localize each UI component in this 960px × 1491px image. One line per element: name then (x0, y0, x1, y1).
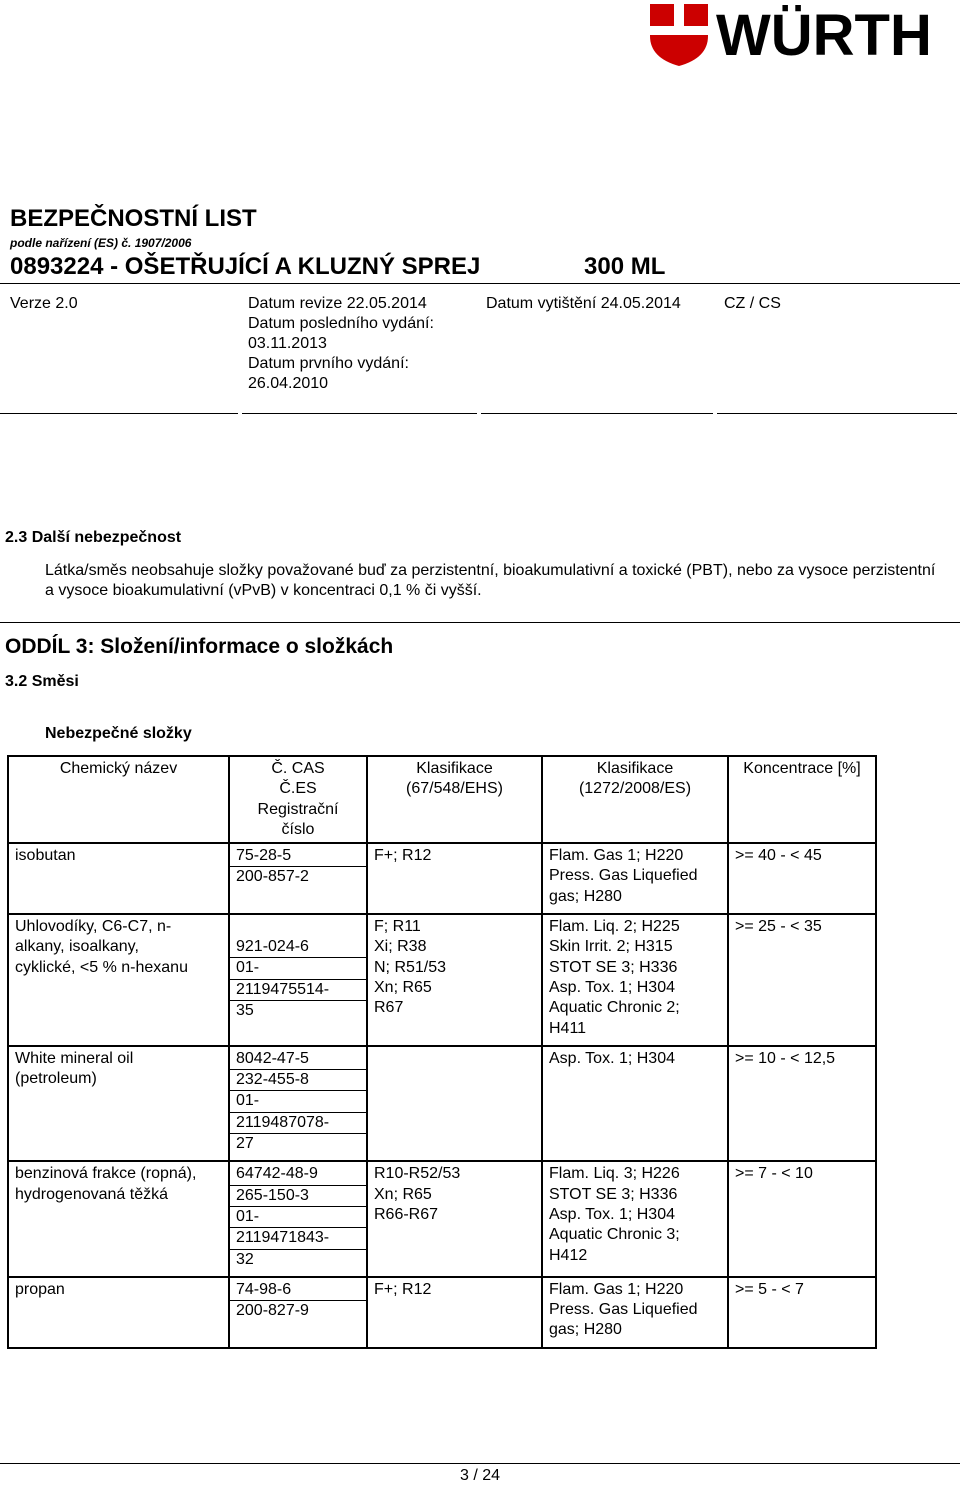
divider (0, 622, 960, 623)
col-header-class-1272: Klasifikace (1272/2008/ES) (542, 756, 728, 843)
cell-line: R67 (374, 999, 404, 1017)
cell-line: Press. Gas Liquefied (549, 867, 698, 885)
cell-line: F+; R12 (374, 847, 432, 865)
table-row (8, 1046, 876, 1161)
language: CZ / CS (724, 295, 781, 312)
last-issue-label: Datum posledního vydání: (248, 315, 434, 332)
col-header-concentration: Koncentrace [%] (728, 756, 876, 843)
cell-line: alkany, isoalkany, (15, 938, 139, 956)
cell-line: gas; H280 (549, 1321, 622, 1339)
cell-concentration: >= 25 - < 35 (728, 914, 876, 1046)
cell-line: hydrogenovaná těžká (15, 1185, 168, 1203)
cell-class-67 (367, 1161, 542, 1276)
cell-line: 75-28-5 (230, 846, 366, 867)
cell-line: Asp. Tox. 1; H304 (549, 978, 675, 996)
cell-line: 64742-48-9 (230, 1164, 366, 1185)
divider (481, 413, 713, 414)
section-2-3-heading: 2.3 Další nebezpečnost (5, 529, 182, 546)
table-row (8, 1161, 876, 1276)
cell-ids (229, 1046, 367, 1161)
cell-line: 35 (236, 1001, 254, 1019)
cell-line: Xi; R38 (374, 938, 427, 956)
table-row (8, 1277, 876, 1348)
version-col (10, 294, 78, 314)
divider (0, 1463, 960, 1464)
cell-concentration: >= 5 - < 7 (728, 1277, 876, 1348)
product-name: 0893224 - OŠETŘUJÍCÍ A KLUZNÝ SPREJ (10, 253, 481, 280)
cell-line: Asp. Tox. 1; H304 (549, 1049, 675, 1067)
brand-name: WÜRTH (716, 3, 932, 68)
cell-line: Xn; R65 (374, 978, 432, 996)
cell-line: Flam. Gas 1; H220 (549, 1280, 684, 1298)
cell-line: 921-024-6 (230, 937, 366, 958)
cell-line: Asp. Tox. 1; H304 (549, 1205, 675, 1223)
cell-line: Skin Irrit. 2; H315 (549, 938, 673, 956)
cell-line: 200-857-2 (236, 868, 309, 886)
cell-line: 2119475514- (230, 980, 366, 1001)
cell-class-1272 (542, 1161, 728, 1276)
divider (717, 413, 957, 414)
cell-line: Aquatic Chronic 3; (549, 1226, 680, 1244)
cell-class-1272 (542, 914, 728, 1046)
cell-line: 232-455-8 (230, 1070, 366, 1091)
cell-line: F; R11 (374, 918, 421, 936)
cell-line: 2119487078- (230, 1113, 366, 1134)
cell-name (8, 914, 229, 1046)
cell-line: H411 (549, 1019, 587, 1037)
cell-concentration: >= 7 - < 10 (728, 1161, 876, 1276)
last-issue-date: 03.11.2013 (248, 335, 327, 352)
lang-col (724, 294, 781, 314)
printed-date: Datum vytištění 24.05.2014 (486, 295, 681, 312)
cell-line: Press. Gas Liquefied (549, 1301, 698, 1319)
cell-line: Uhlovodíky, C6-C7, n- (15, 918, 172, 936)
cell-line: 01- (230, 958, 366, 979)
cell-line: gas; H280 (549, 887, 622, 905)
section-3-2-heading: 3.2 Směsi (5, 673, 79, 690)
cell-line: N; R51/53 (374, 958, 447, 976)
section-2-3-text: Látka/směs neobsahuje složky považované buď za perzistentní, bioakumulativní a toxické (PBT), nebo za vysoce perzistentní a vysoce bioakumulativní (vPvB) v koncentraci 0,1 % či vyšší. (45, 562, 936, 599)
divider (0, 283, 960, 284)
cell-line: F+; R12 (374, 1280, 432, 1298)
section-3-heading: ODDÍL 3: Složení/informace o složkách (5, 635, 394, 658)
cell-line: 27 (236, 1135, 254, 1153)
cell-line: (petroleum) (15, 1070, 97, 1088)
col-header-ids: Č. CAS Č.ES Registrační číslo (229, 756, 367, 843)
cell-line: propan (15, 1280, 65, 1298)
cell-line: 01- (230, 1207, 366, 1228)
cell-line: STOT SE 3; H336 (549, 1185, 678, 1203)
cell-line: 265-150-3 (230, 1186, 366, 1207)
table-title: Nebezpečné složky (45, 725, 192, 742)
cell-line: R10-R52/53 (374, 1165, 461, 1183)
cell-ids (229, 914, 367, 1046)
cell-name (8, 1161, 229, 1276)
col-header-name: Chemický název (8, 756, 229, 843)
cell-line: isobutan (15, 847, 76, 865)
cell-line: Xn; R65 (374, 1185, 432, 1203)
cell-class-1272 (542, 1046, 728, 1161)
col-header-class-67: Klasifikace (67/548/EHS) (367, 756, 542, 843)
wurth-logo (648, 0, 958, 70)
cell-line: benzinová frakce (ropná), (15, 1165, 197, 1183)
printed-col (486, 294, 681, 314)
cell-line: 74-98-6 (230, 1280, 366, 1301)
revision-date: Datum revize 22.05.2014 (248, 295, 427, 312)
cell-ids (229, 1161, 367, 1276)
dates-col (248, 294, 434, 394)
cell-line: STOT SE 3; H336 (549, 958, 678, 976)
cell-line: Flam. Gas 1; H220 (549, 847, 684, 865)
cell-line: Aquatic Chronic 2; (549, 999, 680, 1017)
cell-name (8, 1046, 229, 1161)
table-row (8, 914, 876, 1046)
cell-ids (229, 1277, 367, 1348)
table-header-row (8, 756, 876, 843)
cell-class-67 (367, 1046, 542, 1161)
cell-line: H412 (549, 1246, 588, 1264)
cell-line: R66-R67 (374, 1205, 439, 1223)
cell-line: White mineral oil (15, 1049, 134, 1067)
hazardous-components-table (7, 755, 877, 1349)
cell-line: 32 (236, 1250, 254, 1268)
cell-class-1272 (542, 1277, 728, 1348)
divider (0, 413, 238, 414)
table-row (8, 843, 876, 914)
cell-class-67 (367, 1277, 542, 1348)
cell-line: cyklické, <5 % n-hexanu (15, 958, 188, 976)
page-number: 3 / 24 (459, 1467, 501, 1484)
product-size: 300 ML (584, 253, 666, 280)
cell-class-67 (367, 843, 542, 914)
cell-line: Flam. Liq. 2; H225 (549, 918, 680, 936)
cell-line: 01- (230, 1091, 366, 1112)
cell-concentration: >= 10 - < 12,5 (728, 1046, 876, 1161)
cell-line: 8042-47-5 (230, 1049, 366, 1070)
first-issue-label: Datum prvního vydání: (248, 355, 409, 372)
version: Verze 2.0 (10, 295, 78, 312)
cell-line: Flam. Liq. 3; H226 (549, 1165, 680, 1183)
doc-subtitle: podle nařízení (ES) č. 1907/2006 (10, 236, 192, 250)
cell-name (8, 843, 229, 914)
first-issue-date: 26.04.2010 (248, 375, 329, 392)
cell-class-67 (367, 914, 542, 1046)
doc-title: BEZPEČNOSTNÍ LIST (10, 205, 257, 232)
cell-ids (229, 843, 367, 914)
cell-line: 200-827-9 (236, 1302, 309, 1320)
cell-concentration: >= 40 - < 45 (728, 843, 876, 914)
cell-name (8, 1277, 229, 1348)
cell-line: 2119471843- (230, 1228, 366, 1249)
divider (242, 413, 477, 414)
cell-class-1272 (542, 843, 728, 914)
